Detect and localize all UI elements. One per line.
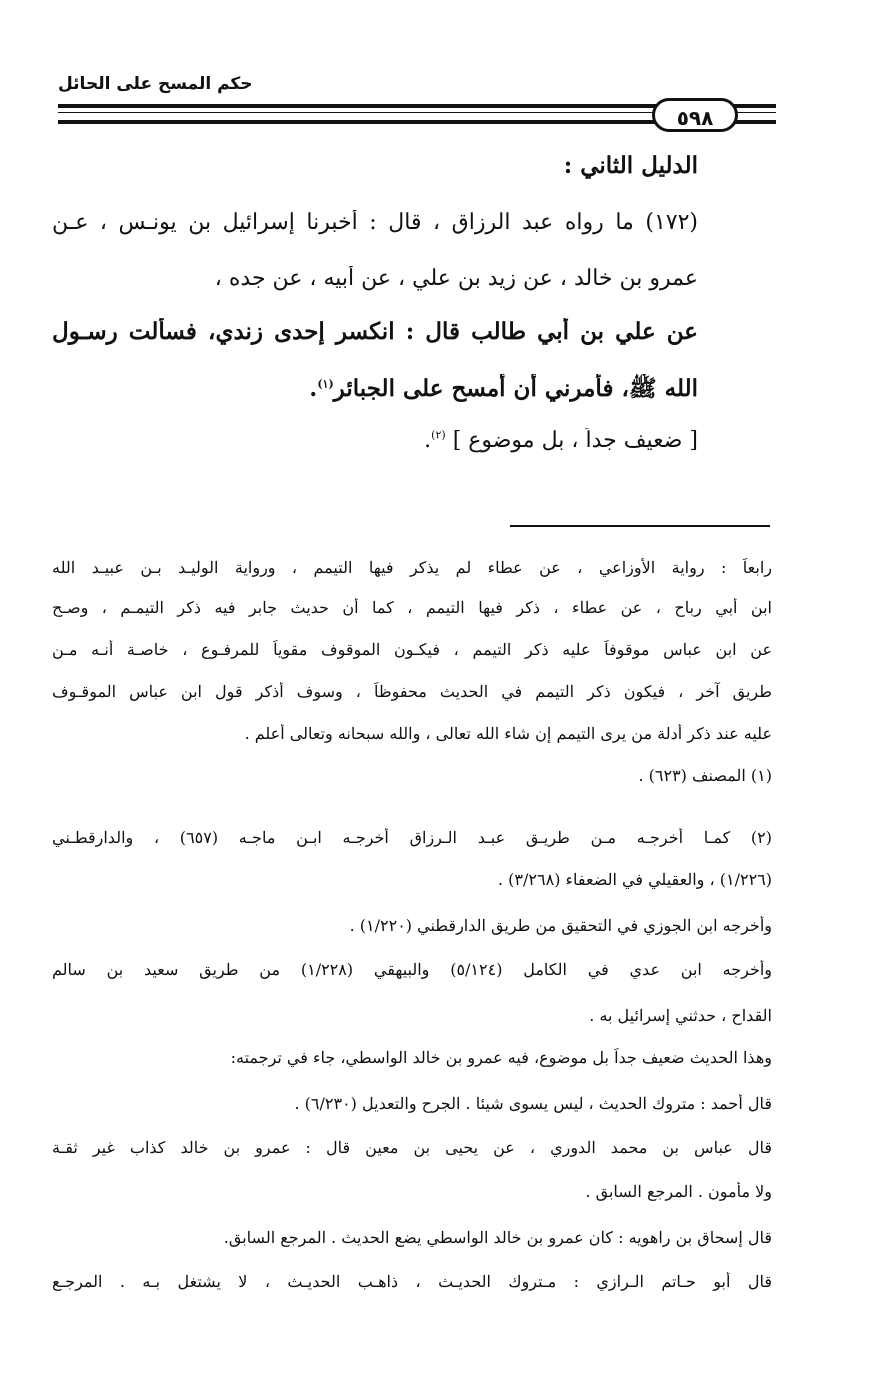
hadith-line-4-text: الله ﷺ، فأمرني أن أمسح على الجبائر <box>333 375 698 402</box>
footnote-2-line-2: (١/٢٢٦) ، والعقيلي في الضعفاء (٣/٢٦٨) . <box>498 870 772 889</box>
hadith-line-1: (١٧٢) ما رواه عبد الرزاق ، قال : أخبرنا إسرائيل بن يونـس ، عـن <box>52 210 698 235</box>
footnote-2-line-5: القداح ، حدثني إسرائيل به . <box>589 1006 772 1025</box>
footnote-2-line-3: وأخرجه ابن الجوزي في التحقيق من طريق الدارقطني (١/٢٢٠) . <box>349 916 772 935</box>
footnote-ref-2: (٢) <box>431 428 446 442</box>
section-heading: الدليل الثاني : <box>563 152 698 179</box>
footnote-line-5: عليه عند ذكر أدلة من يرى التيمم إن شاء الله تعالى ، والله سبحانه وتعالى أعلم . <box>244 724 772 743</box>
footnote-separator <box>510 525 770 527</box>
grading-text: [ ضعيف جداً ، بل موضوع ] <box>452 428 698 453</box>
footnote-line-4: طريق آخر ، فيكون ذكر التيمم في الحديث محفوظاً ، وسوف أذكر قول ابن عباس الموقـوف <box>52 682 772 701</box>
footnote-2-line-4: وأخرجه ابن عدي في الكامل (٥/١٢٤) والبيهقي (١/٢٢٨) من طريق سعيد بن سالم <box>52 960 772 979</box>
page-number: ٥٩٨ <box>652 98 738 132</box>
hadith-line-3: عن علي بن أبي طالب قال : انكسر إحدى زندي، فسألت رسـول <box>52 318 698 345</box>
footnote-ref-1: (١) <box>317 377 334 391</box>
footnote-2-line-7: قال أحمد : متروك الحديث ، ليس يسوى شيئا . الجرح والتعديل (٦/٢٣٠) . <box>294 1094 772 1113</box>
footnote-2-line-11: قال أبو حـاتم الـرازي : مـتروك الحديـث ، ذاهـب الحديـث ، لا يشتغل بـه . المرجـع <box>52 1272 772 1291</box>
footnote-1: (١) المصنف (٦٢٣) . <box>638 766 772 785</box>
footnote-line-1: رابعاً : رواية الأوزاعي ، عن عطاء لم يذكر فيها التيمم ، ورواية الوليـد بـن عبيـد الله <box>52 558 772 577</box>
footnote-line-3: عن ابن عباس موقوفاً عليه ذكر التيمم ، فيكـون الموقوف مقوياً للمرفـوع ، خاصـة أنـه مـن <box>52 640 772 659</box>
footnote-2-line-6: وهذا الحديث ضعيف جداً بل موضوع، فيه عمرو بن خالد الواسطي، جاء في ترجمته: <box>230 1048 772 1067</box>
period: . <box>309 375 318 402</box>
grading-line <box>52 428 698 453</box>
period: . <box>424 428 432 453</box>
footnote-2-line-10: قال إسحاق بن راهويه : كان عمرو بن خالد الواسطي يضع الحديث . المرجع السابق. <box>223 1228 772 1247</box>
hadith-line-4 <box>52 374 698 408</box>
hadith-line-2: عمرو بن خالد ، عن زيد بن علي ، عن أبيه ، عن جده ، <box>214 266 698 291</box>
footnote-2-line-1: (٢) كمـا أخرجـه مـن طريـق عبـد الـرزاق أخرجـه ابـن ماجـه (٦٥٧) ، والدارقطـني <box>52 828 772 847</box>
footnote-line-2: ابن أبي رباح ، عن عطاء ، ذكر فيها التيمم ، كما أن حديث جابر فيه ذكر التيمـم ، وصـح <box>52 598 772 617</box>
footnote-2-line-9: ولا مأمون . المرجع السابق . <box>585 1182 772 1201</box>
footnote-2-line-8: قال عباس بن محمد الدوري ، عن يحيى بن معين قال : عمرو بن خالد كذاب غير ثقـة <box>52 1138 772 1157</box>
running-header-title: حكم المسح على الحائل <box>58 74 253 94</box>
